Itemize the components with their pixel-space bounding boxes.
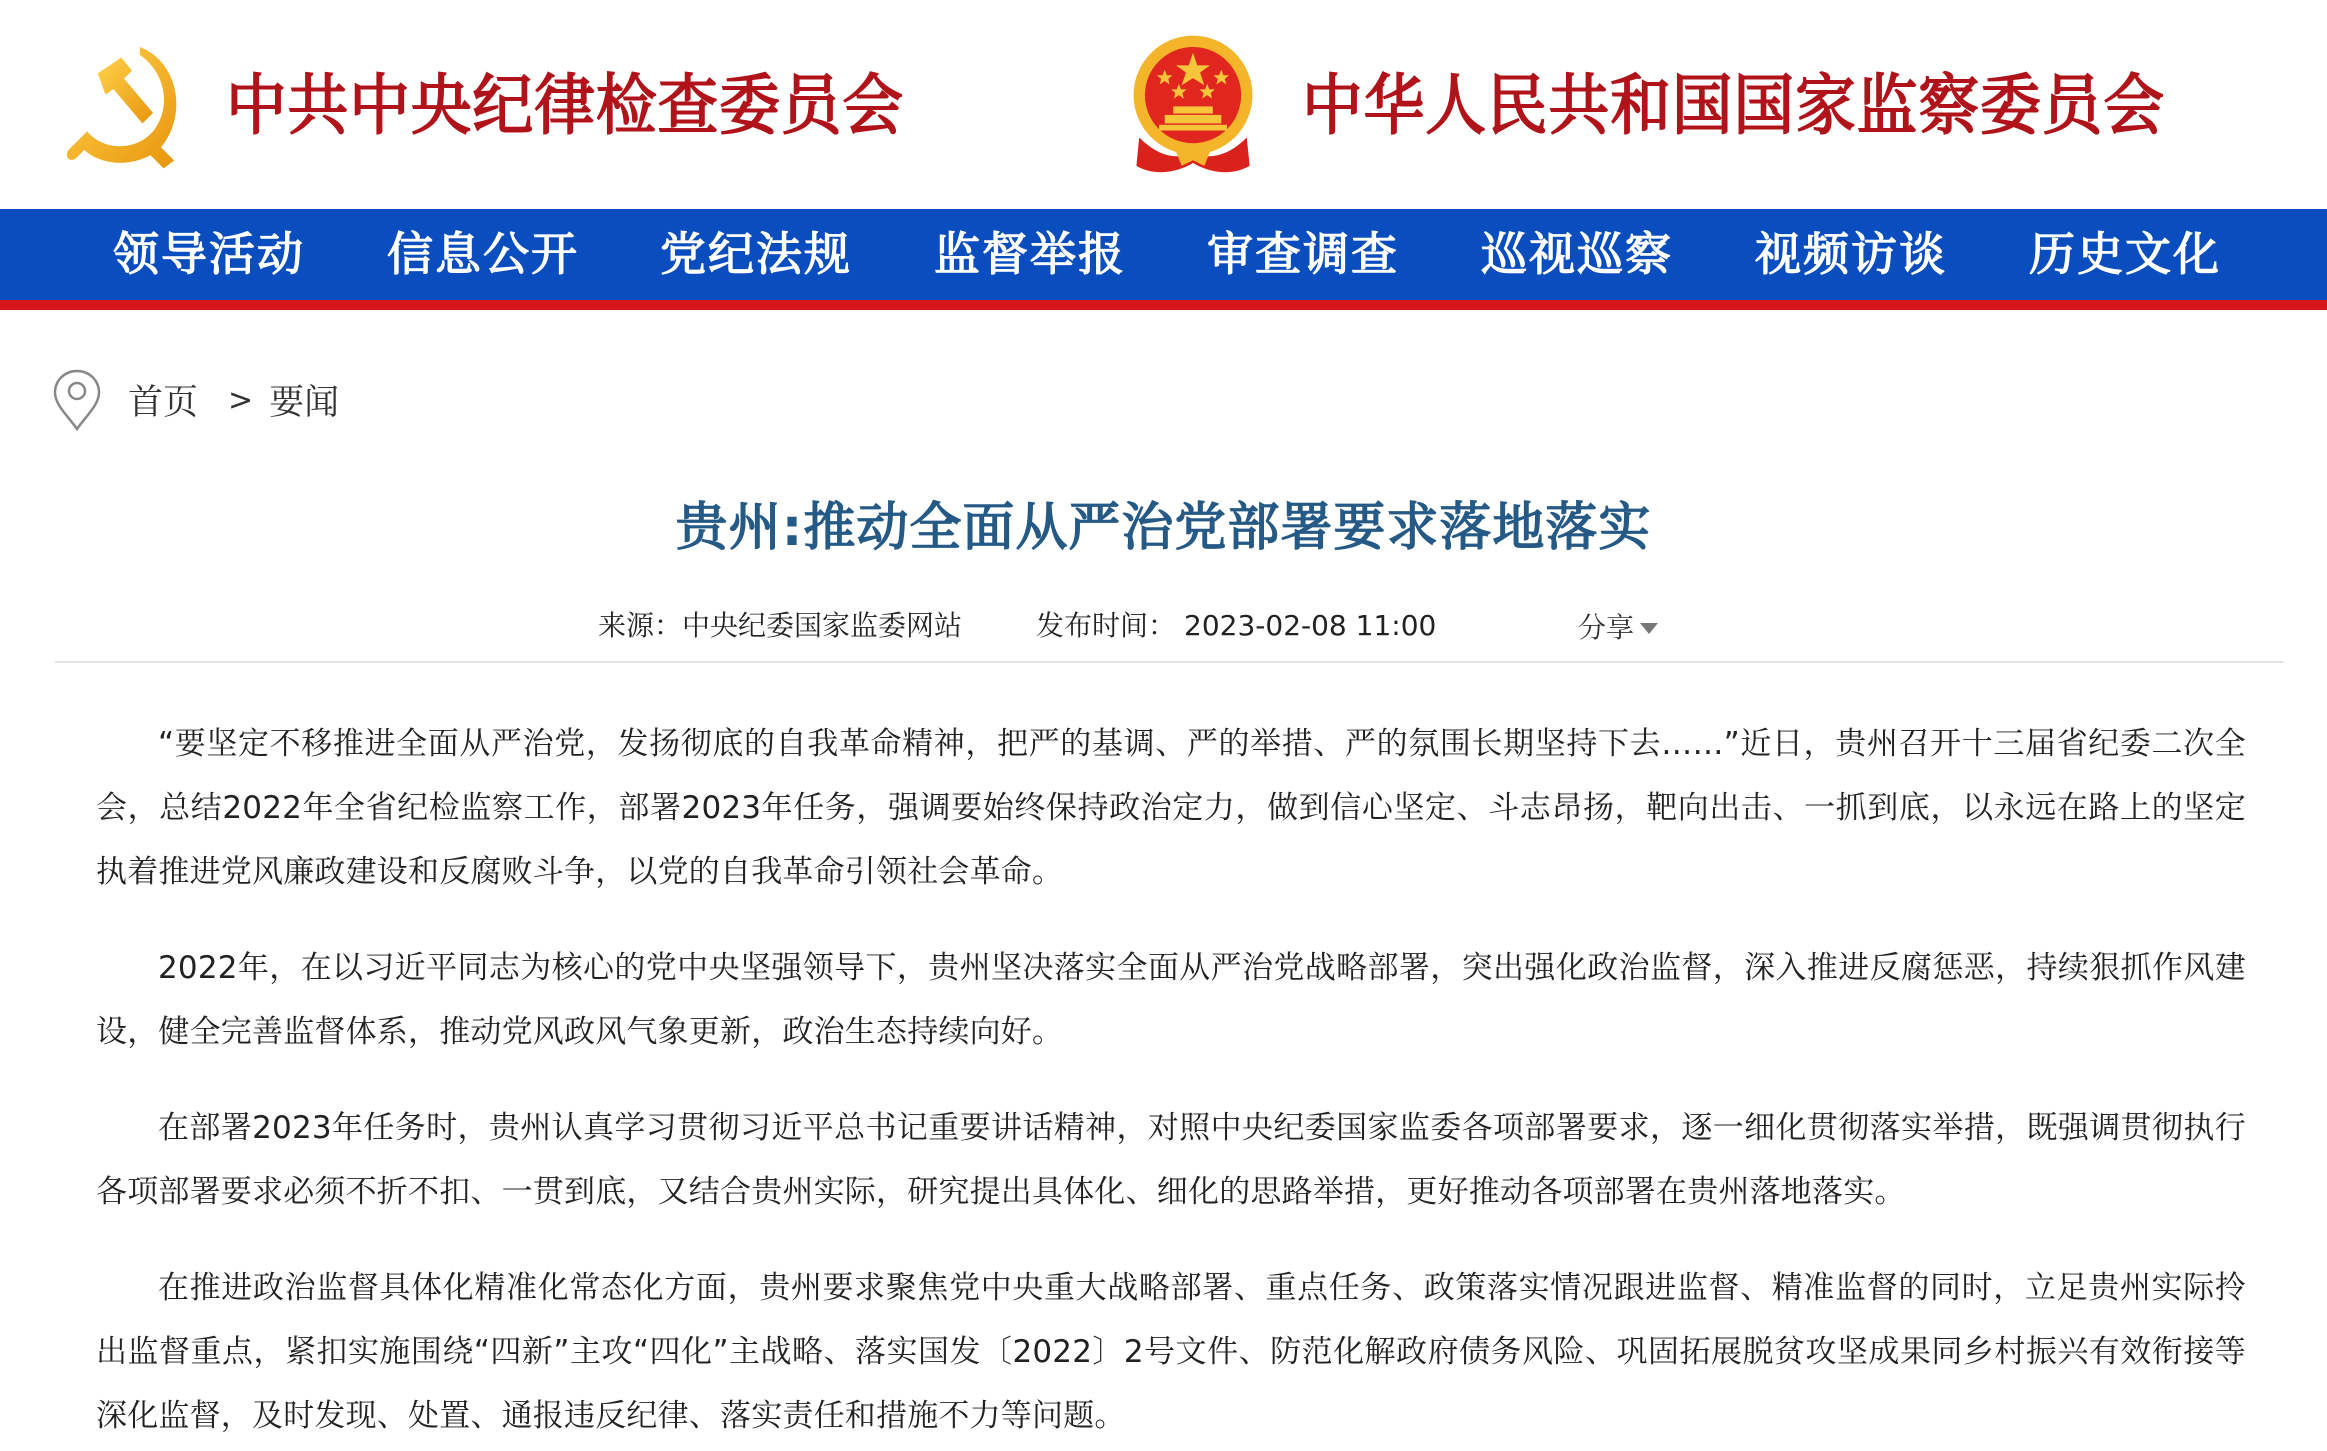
article-paragraph: “要坚定不移推进全面从严治党，发扬彻底的自我革命精神，把严的基调、严的举措、严的氛围长期坚持下去……”近日，贵州召开十三届省纪委二次全会，总结2022年全省纪检监察工作，部署2023年任务，强调要始终保持政治定力，做到信心坚定、斗志昂扬，靶向出击、一抓到底，以永远在路上的坚定执着推进党风廉政建设和反腐败斗争，以党的自我革命引领社会革命。 bbox=[96, 726, 2246, 890]
source-value: 中央纪委国家监委网站 bbox=[682, 609, 963, 642]
nsc-logo[interactable] bbox=[1122, 0, 2240, 209]
source-label: 来源： bbox=[598, 609, 683, 642]
article-title: 贵州:推动全面从严治党部署要求落地落实 bbox=[675, 498, 1652, 558]
article-source bbox=[598, 604, 962, 648]
nav-item-leadership[interactable]: 领导活动 bbox=[113, 227, 305, 281]
nav-item-video-interview[interactable]: 视频访谈 bbox=[1755, 227, 1947, 281]
main-nav bbox=[0, 209, 2327, 300]
nav-item-supervision-report[interactable]: 监督举报 bbox=[934, 227, 1126, 281]
time-label: 发布时间： bbox=[1036, 609, 1177, 642]
article-paragraph: 2022年，在以习近平同志为核心的党中央坚强领导下，贵州坚决落实全面从严治党战略部署，突出强化政治监督，深入推进反腐惩恶，持续狠抓作风建设，健全完善监督体系，推动党风政风气象更新，政治生态持续向好。 bbox=[96, 950, 2246, 1050]
ccdi-logo[interactable] bbox=[58, 0, 963, 209]
article-publish-time bbox=[1036, 604, 1436, 648]
nav-item-history-culture[interactable]: 历史文化 bbox=[2029, 227, 2221, 281]
time-value: 2023-02-08 11:00 bbox=[1184, 609, 1437, 642]
article-paragraph: 在推进政治监督具体化精准化常态化方面，贵州要求聚焦党中央重大战略部署、重点任务、政策落实情况跟进监督、精准监督的同时，立足贵州实际拎出监督重点，紧扣实施围绕“四新”主攻“四化”主战略、落实国发〔2022〕2号文件、防范化解政府债务风险、巩固拓展脱贫攻坚成果同乡村振兴有效衔接等深化监督，及时发现、处置、通报违反纪律、落实责任和措施不力等问题。 bbox=[96, 1270, 2246, 1434]
breadcrumb-separator: > bbox=[228, 382, 254, 418]
meta-divider bbox=[55, 661, 2283, 663]
national-emblem-icon bbox=[1122, 30, 1264, 180]
ccdi-title: 中共中央纪律检查委员会 bbox=[226, 65, 905, 144]
party-emblem-icon bbox=[58, 39, 190, 171]
share-button[interactable] bbox=[1578, 604, 1658, 648]
nsc-title: 中华人民共和国国家监察委员会 bbox=[1302, 65, 2165, 144]
breadcrumb-current[interactable]: 要闻 bbox=[269, 383, 340, 423]
breadcrumb bbox=[52, 368, 339, 432]
article-body bbox=[96, 712, 2246, 1451]
nav-item-investigation[interactable]: 审查调查 bbox=[1207, 227, 1399, 281]
nav-red-stripe bbox=[0, 300, 2327, 310]
location-pin-icon bbox=[52, 368, 102, 432]
dropdown-triangle-icon bbox=[1640, 623, 1658, 634]
nav-item-regulations[interactable]: 党纪法规 bbox=[660, 227, 852, 281]
breadcrumb-home[interactable]: 首页 bbox=[128, 383, 199, 423]
nav-item-info-disclosure[interactable]: 信息公开 bbox=[387, 227, 579, 281]
nav-item-inspection[interactable]: 巡视巡察 bbox=[1481, 227, 1673, 281]
share-label: 分享 bbox=[1578, 611, 1635, 644]
site-header bbox=[0, 0, 2327, 209]
article-paragraph: 在部署2023年任务时，贵州认真学习贯彻习近平总书记重要讲话精神，对照中央纪委国家监委各项部署要求，逐一细化贯彻落实举措，既强调贯彻执行各项部署要求必须不折不扣、一贯到底，又结合贵州实际，研究提出具体化、细化的思路举措，更好推动各项部署在贵州落地落实。 bbox=[96, 1110, 2246, 1210]
